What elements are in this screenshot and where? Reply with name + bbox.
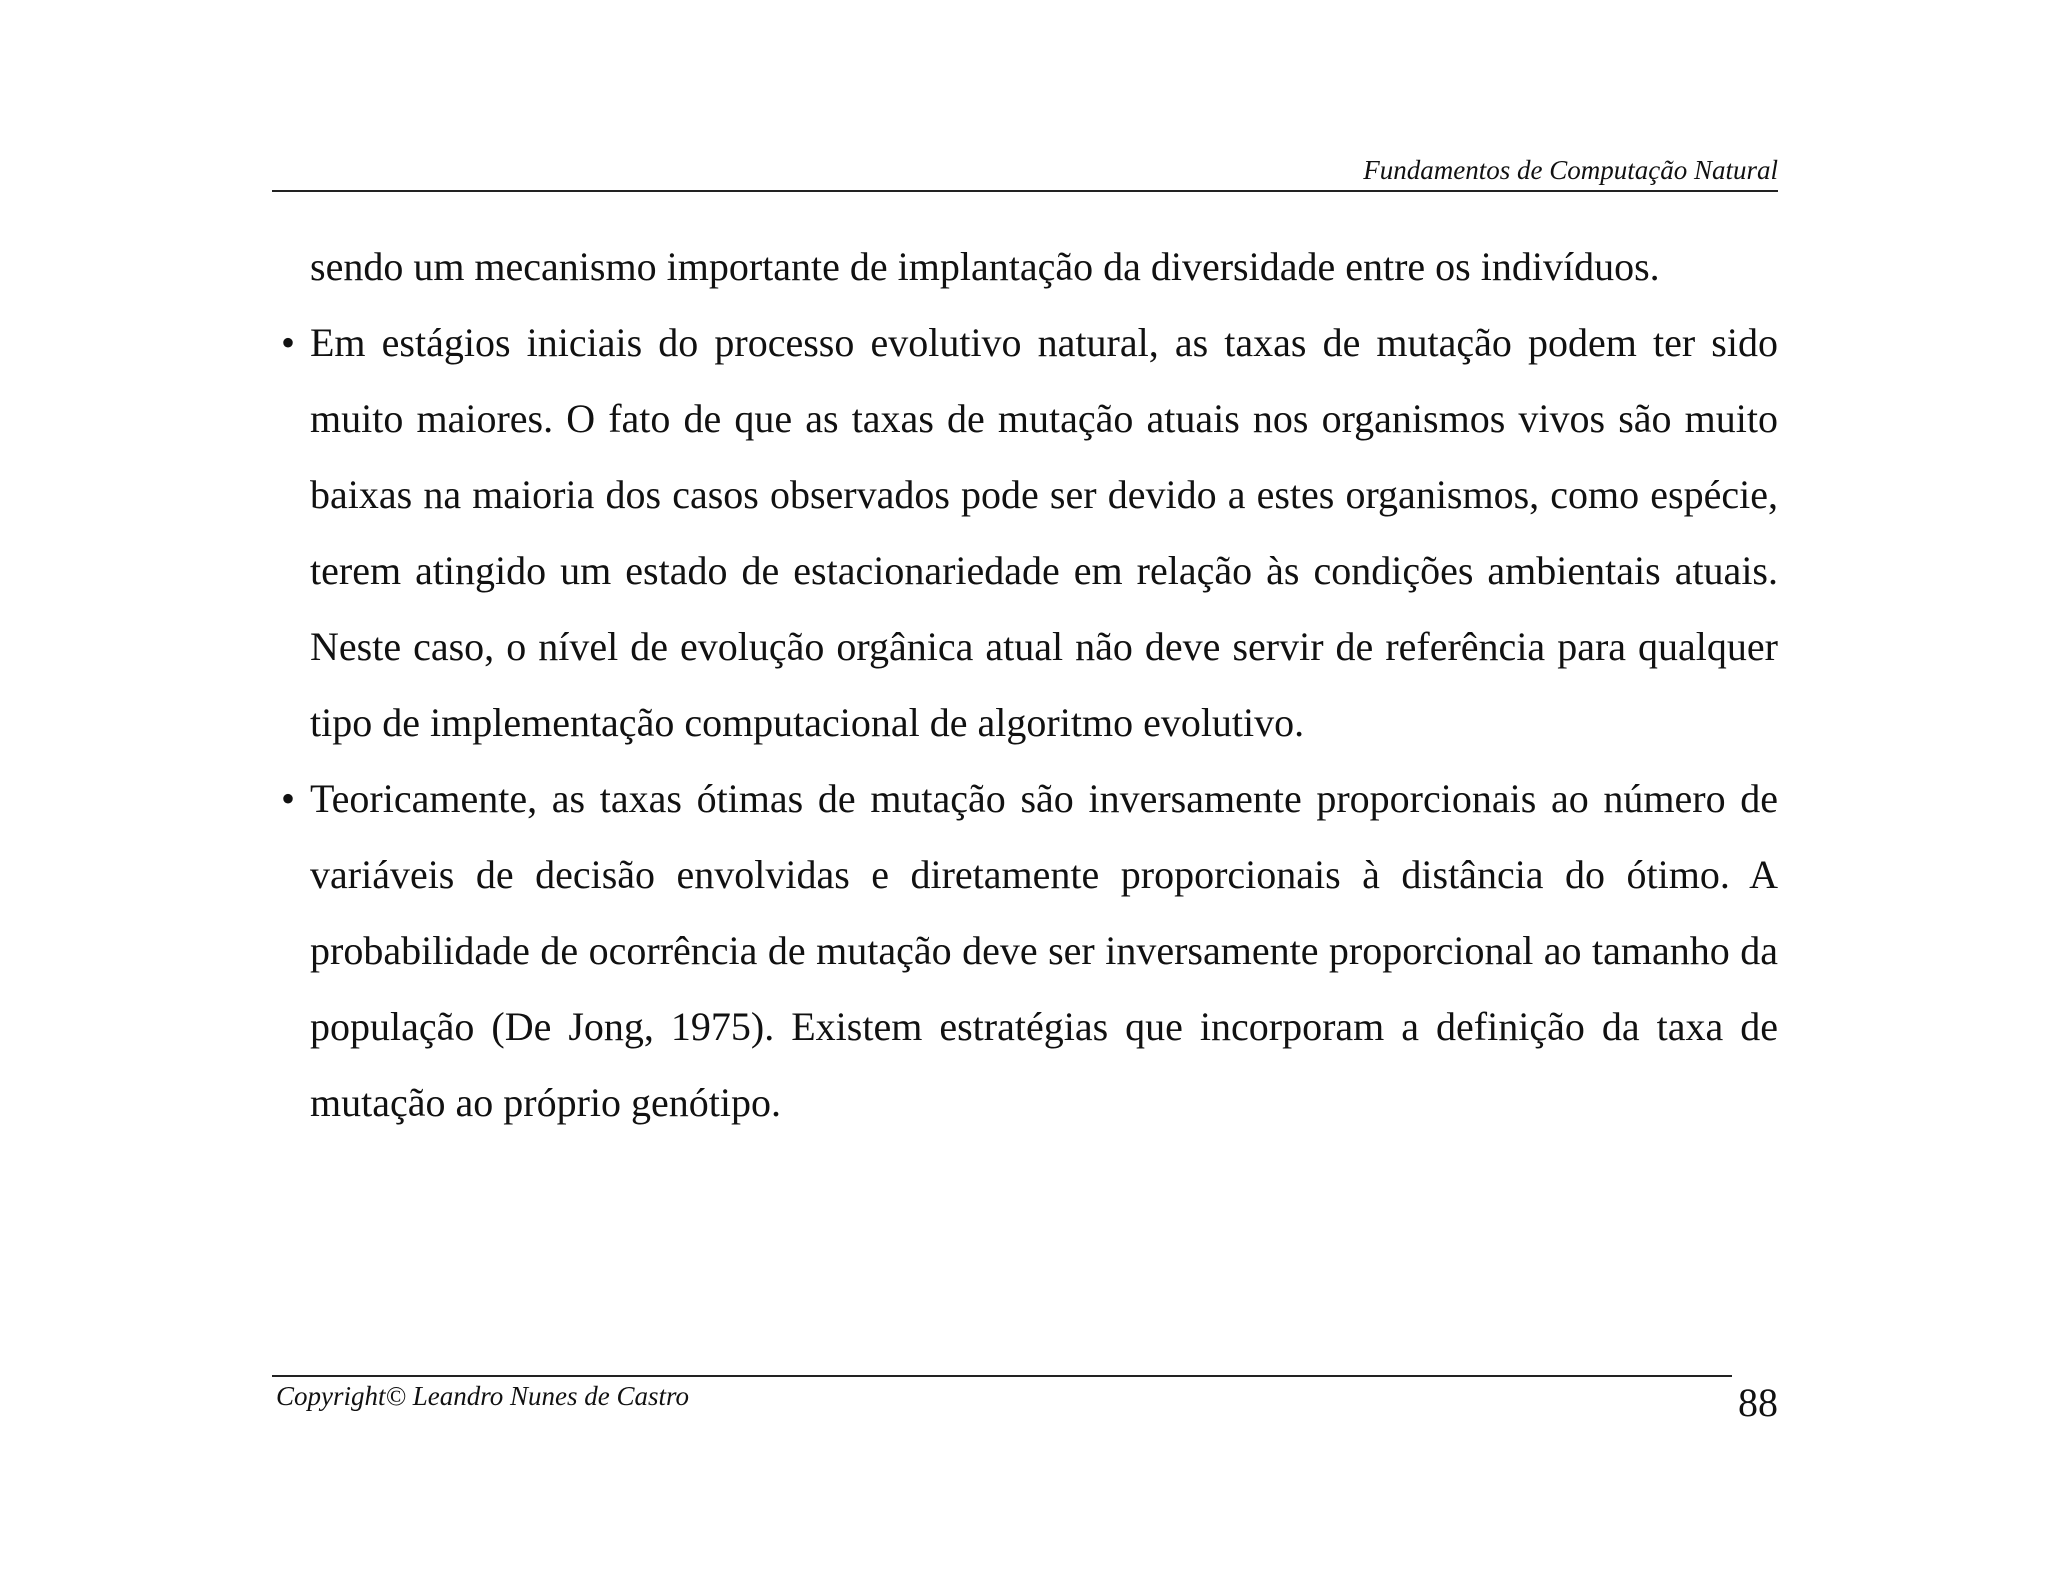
copyright-notice: Copyright© Leandro Nunes de Castro: [276, 1381, 690, 1411]
bullet-item-mutation-rates: [280, 305, 1778, 761]
page-number: 88: [1738, 1380, 1778, 1425]
paragraph-continuation: [310, 229, 1778, 305]
header-divider: [272, 190, 1778, 192]
running-header: Fundamentos de Computação Natural: [1363, 155, 1778, 185]
paragraph-text: Teoricamente, as taxas ótimas de mutação são inversamente proporcionais ao número de variáveis de decisão envolvidas e diretamente proporcionais à distância do ótimo. A probabilidade de ocorrência de mutação deve ser inversamente proporcional ao tamanho da população (De Jong, 1975). Existem estratégias que incorporam a definição da taxa de mutação ao próprio genótipo.: [310, 776, 1778, 1125]
bullet-icon: •: [280, 320, 295, 365]
bullet-icon: •: [280, 776, 295, 821]
page-body: [280, 229, 1778, 1141]
footer-divider: [272, 1375, 1732, 1377]
bullet-item-optimal-rates: [280, 761, 1778, 1141]
paragraph-text: sendo um mecanismo importante de implantação da diversidade entre os indivíduos.: [310, 244, 1660, 289]
paragraph-text: Em estágios iniciais do processo evolutivo natural, as taxas de mutação podem ter sido muito maiores. O fato de que as taxas de mutação atuais nos organismos vivos são muito baixas na maioria dos casos observados pode ser devido a estes organismos, como espécie, terem atingido um estado de estacionariedade em relação às condições ambientais atuais. Neste caso, o nível de evolução orgânica atual não deve servir de referência para qualquer tipo de implementação computacional de algoritmo evolutivo.: [310, 320, 1778, 745]
